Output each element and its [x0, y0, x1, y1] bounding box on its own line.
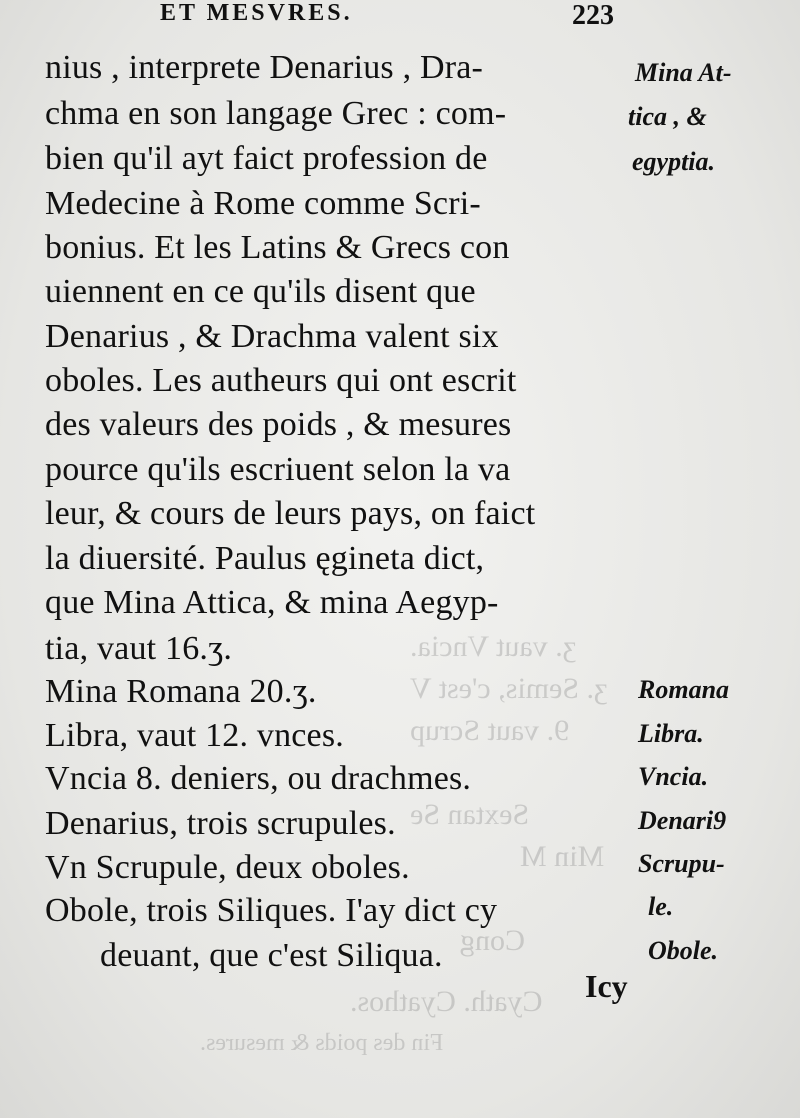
- text-line: Vncia 8. deniers, ou drachmes.: [45, 760, 472, 797]
- running-title: ET MESVRES.: [160, 0, 353, 26]
- text-line: Libra, vaut 12. vnces.: [45, 717, 344, 754]
- text-line: Obole, trois Siliques. I'ay dict cy: [45, 892, 498, 929]
- margin-note: Mina At-: [635, 58, 732, 87]
- text-line: bien qu'il ayt faict profession de: [45, 140, 488, 177]
- text-line: uiennent en ce qu'ils disent que: [45, 273, 476, 310]
- text-line: que Mina Attica, & mina Aegyp-: [45, 584, 499, 621]
- text-line: bonius. Et les Latins & Grecs con: [45, 229, 510, 266]
- margin-note: tica , &: [628, 102, 707, 131]
- text-line: la diuersité. Paulus ęgineta dict,: [45, 540, 485, 577]
- text-line: Vn Scrupule, deux oboles.: [45, 849, 410, 886]
- text-line: chma en son langage Grec : com-: [45, 95, 507, 132]
- text-line: nius , interprete Denarius , Dra-: [45, 49, 484, 86]
- text-line: pource qu'ils escriuent selon la va: [45, 451, 511, 488]
- show-through-line: ʒ. vaut Vncia.: [410, 630, 577, 663]
- show-through-line: Sextan Se: [410, 798, 530, 831]
- margin-note: Scrupu-: [638, 849, 725, 878]
- text-line: Medecine à Rome comme Scri-: [45, 185, 481, 222]
- page-number: 223: [572, 0, 614, 31]
- text-line: Denarius, trois scrupules.: [45, 805, 396, 842]
- text-line: deuant, que c'est Siliqua.: [100, 937, 443, 974]
- margin-note: le.: [648, 892, 674, 921]
- text-line: leur, & cours de leurs pays, on faict: [45, 495, 536, 532]
- show-through-line: Fin des poids & mesures.: [200, 1030, 444, 1056]
- text-line: oboles. Les autheurs qui ont escrit: [45, 362, 517, 399]
- text-line: des valeurs des poids , & mesures: [45, 406, 512, 443]
- margin-note: Vncia.: [638, 762, 709, 791]
- show-through-line: Min M: [520, 840, 605, 873]
- text-line: Mina Romana 20.ʒ.: [45, 673, 317, 710]
- show-through-line: Cyath. Cyathos.: [350, 985, 543, 1018]
- show-through-line: 9. vaut Scrup: [410, 714, 570, 747]
- catchword: Icy: [585, 968, 628, 1004]
- margin-note: Obole.: [648, 936, 719, 965]
- text-line: tia, vaut 16.ʒ.: [45, 630, 233, 667]
- text-line: Denarius , & Drachma valent six: [45, 318, 499, 355]
- margin-note: Romana: [638, 675, 730, 704]
- margin-note: Libra.: [638, 719, 704, 748]
- margin-note: egyptia.: [632, 147, 716, 176]
- show-through-line: Cong: [460, 924, 526, 957]
- show-through-line: ʒ. Semis, c'est V: [410, 672, 608, 705]
- margin-note: Denari9: [638, 806, 727, 835]
